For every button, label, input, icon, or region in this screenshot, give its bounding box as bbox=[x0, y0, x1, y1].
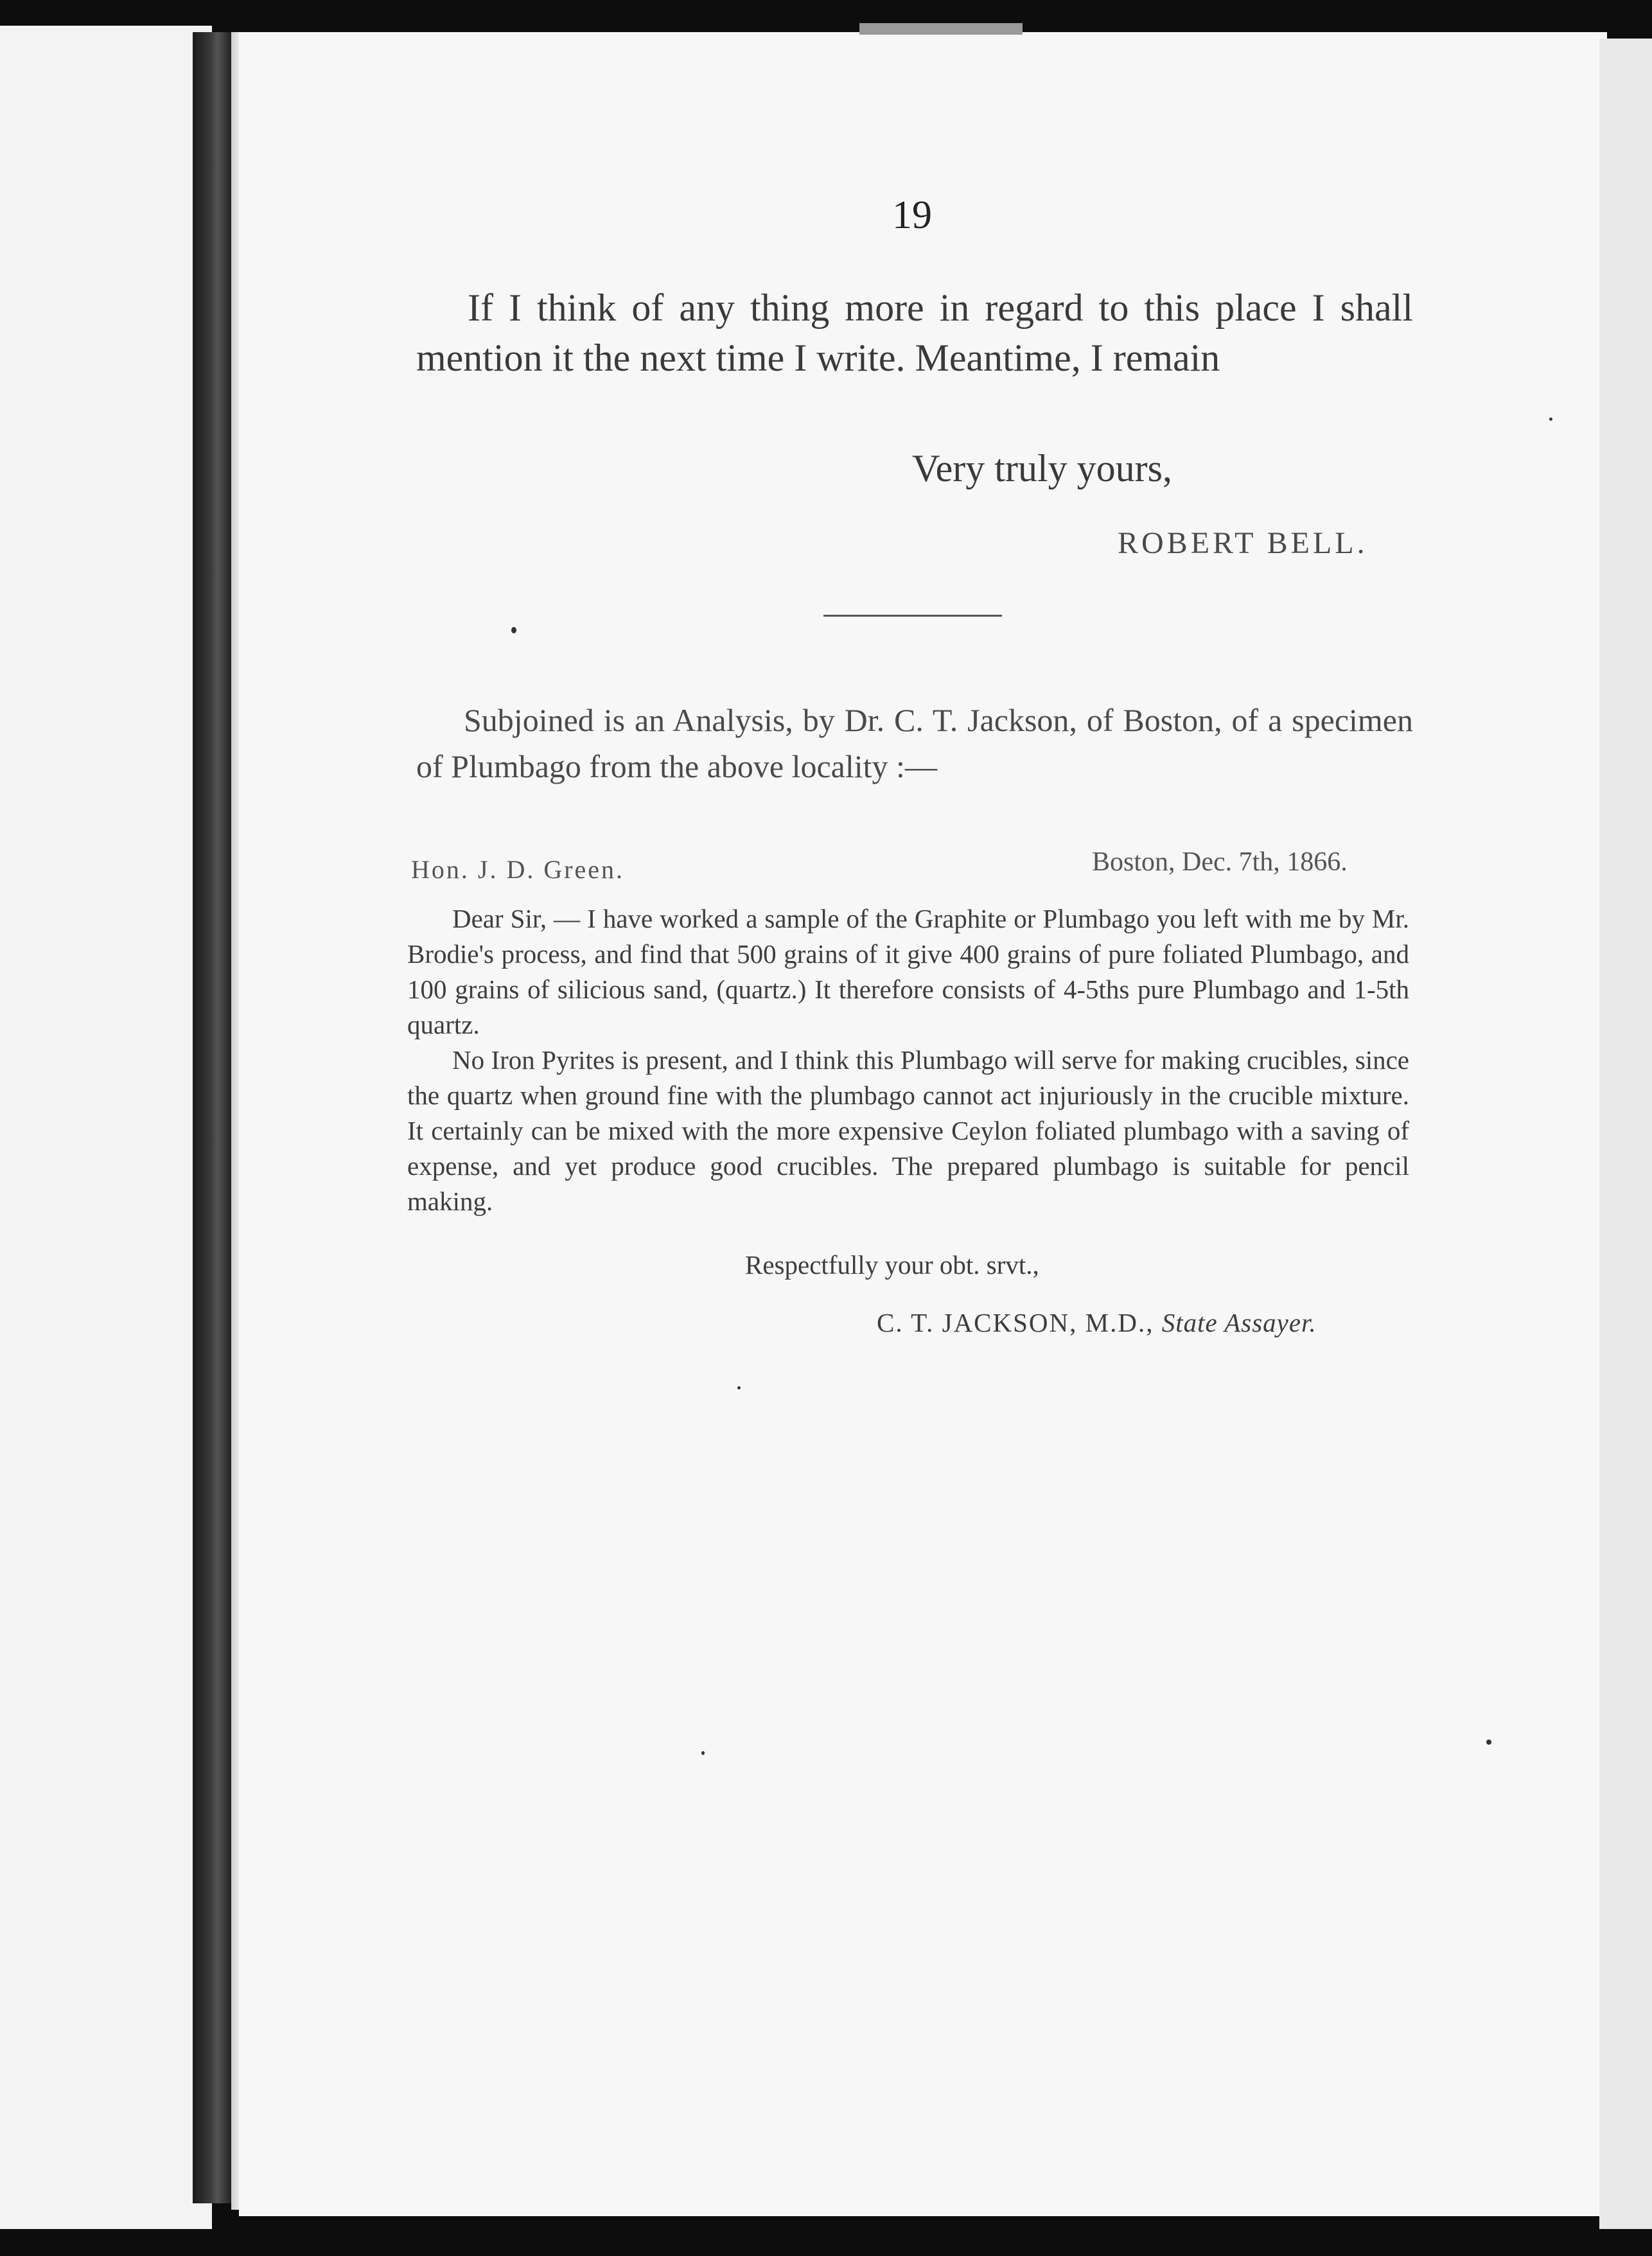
letter1-closing: Very truly yours, bbox=[912, 447, 1172, 489]
analysis-intro: Subjoined is an Analysis, by Dr. C. T. Jackson, of Boston, of a specimen of Plumbago from the above locality :— bbox=[416, 702, 1413, 784]
letter2-dateline: Boston, Dec. 7th, 1866. bbox=[1092, 847, 1348, 877]
letter2-paragraph: No Iron Pyrites is present, and I think this Plumbago will serve for making crucibles, since the quartz when ground fine with the plumbago cannot act injuriously in the crucible mixture. It certainly can be mixed with the more expensive Ceylon foliated plumbago with a saving of expense, and yet produce good crucibles. The prepared plumbago is suitable for pencil making. bbox=[407, 1045, 1409, 1216]
letter2-recipient: Hon. J. D. Green. bbox=[411, 855, 625, 884]
ink-speck bbox=[511, 627, 516, 633]
ink-speck bbox=[1549, 418, 1552, 421]
ink-speck bbox=[1486, 1740, 1491, 1745]
page-right-margin bbox=[1599, 39, 1652, 2248]
letter2-signature-name: C. T. JACKSON, M.D., bbox=[877, 1308, 1154, 1337]
page-number: 19 bbox=[892, 193, 932, 237]
scan-bottom-strip bbox=[0, 2229, 1652, 2256]
letter1-signature: ROBERT BELL. bbox=[1118, 526, 1368, 560]
letter2-closing: Respectfully your obt. srvt., bbox=[745, 1250, 1039, 1280]
letter2-paragraph: Dear Sir, — I have worked a sample of the Graphite or Plumbago you left with me by Mr. Brodie's process, and find that 500 grains of it give 400 grains of pure foliated Plumbago, and 100 grains of silicious sand, (quartz.) It therefore consists of 4-5ths pure Plumbago and 1-5th quartz. bbox=[407, 904, 1409, 1039]
section-divider bbox=[823, 615, 1002, 617]
letter2-signature-title: State Assayer. bbox=[1161, 1308, 1317, 1337]
ink-speck bbox=[701, 1751, 705, 1755]
page-top-tab bbox=[859, 23, 1023, 35]
facing-page bbox=[0, 26, 212, 2235]
ink-speck bbox=[737, 1386, 741, 1389]
letter1-body: If I think of any thing more in regard to this place I shall mention it the next time I write. Meantime, I remain bbox=[416, 286, 1413, 379]
letter2-signature bbox=[877, 1307, 1317, 1338]
letter2-body bbox=[407, 901, 1409, 1219]
